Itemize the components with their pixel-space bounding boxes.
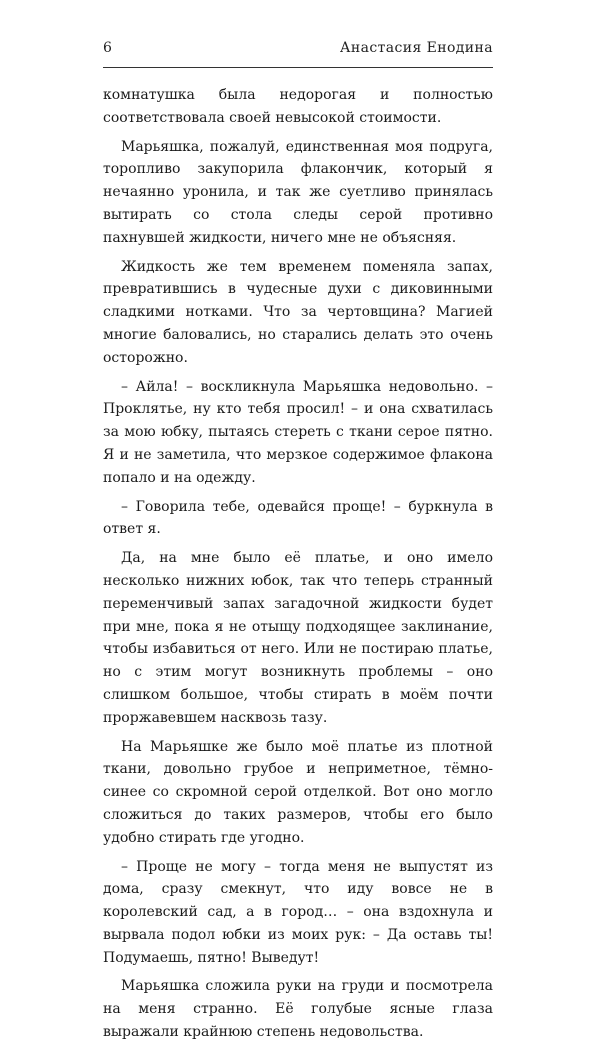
paragraph: Да, на мне было её платье, и оно имело несколько нижних юбок, так что теперь странный переменчивый запах загадочной жидкости будет при мне, пока я не отыщу подходящее заклинание, чтобы избавиться от него. Или не постираю платье, но с этим могут возникнуть проблемы – оно слишком большое, чтобы стирать в моём почти проржавевшем насквозь тазу. bbox=[103, 550, 493, 726]
paragraph: – Проще не могу – тогда меня не выпустят из дома, сразу смекнут, что иду вовсе не в королевский сад, а в город… – она вздохнула и вырвала подол юбки из моих рук: – Да оставь ты! Подумаешь, пятно! Выведут! bbox=[103, 858, 493, 966]
paragraph-continuation: комнатушка была недорогая и полностью соответствовала своей невысокой стоимости. bbox=[103, 87, 493, 126]
header-divider bbox=[103, 67, 493, 68]
paragraph: – Говорила тебе, одевайся проще! – буркнула в ответ я. bbox=[103, 498, 493, 538]
paragraph: На Марьяшке же было моё платье из плотной ткани, довольно грубое и неприметное, тёмно-синее со скромной серой отделкой. Вот оно могло сложиться до таких размеров, чтобы его было удобно стирать где угодно. bbox=[103, 738, 493, 846]
paragraph: Марьяшка, пожалуй, единственная моя подруга, торопливо закупорила флакончик, который я нечаянно уронила, и так же суетливо принялась вытирать со стола следы серой противно пахнувшей жидкости, ничего мне не объясняя. bbox=[103, 138, 493, 246]
body-text bbox=[103, 84, 493, 1044]
running-head bbox=[103, 40, 493, 62]
page-number: 6 bbox=[103, 40, 113, 56]
author-name: Анастасия Енодина bbox=[339, 40, 493, 56]
paragraph: Жидкость же тем временем поменяла запах, превратившись в чудесные духи с диковинными сладкими нотками. Что за чертовщина? Магией многие баловались, но старались делать это очень осторожно. bbox=[103, 258, 493, 366]
book-page bbox=[103, 40, 493, 1041]
paragraph: – Айла! – воскликнула Марьяшка недовольно. – Проклятье, ну кто тебя просил! – и она схватилась за мою юбку, пытаясь стереть с ткани серое пятно. Я и не заметила, что мерзкое содержимое флакона попало и на одежду. bbox=[103, 378, 493, 486]
paragraph: Марьяшка сложила руки на груди и посмотрела на меня странно. Её голубые ясные глаза выражали крайнюю степень недовольства. bbox=[103, 978, 493, 1041]
